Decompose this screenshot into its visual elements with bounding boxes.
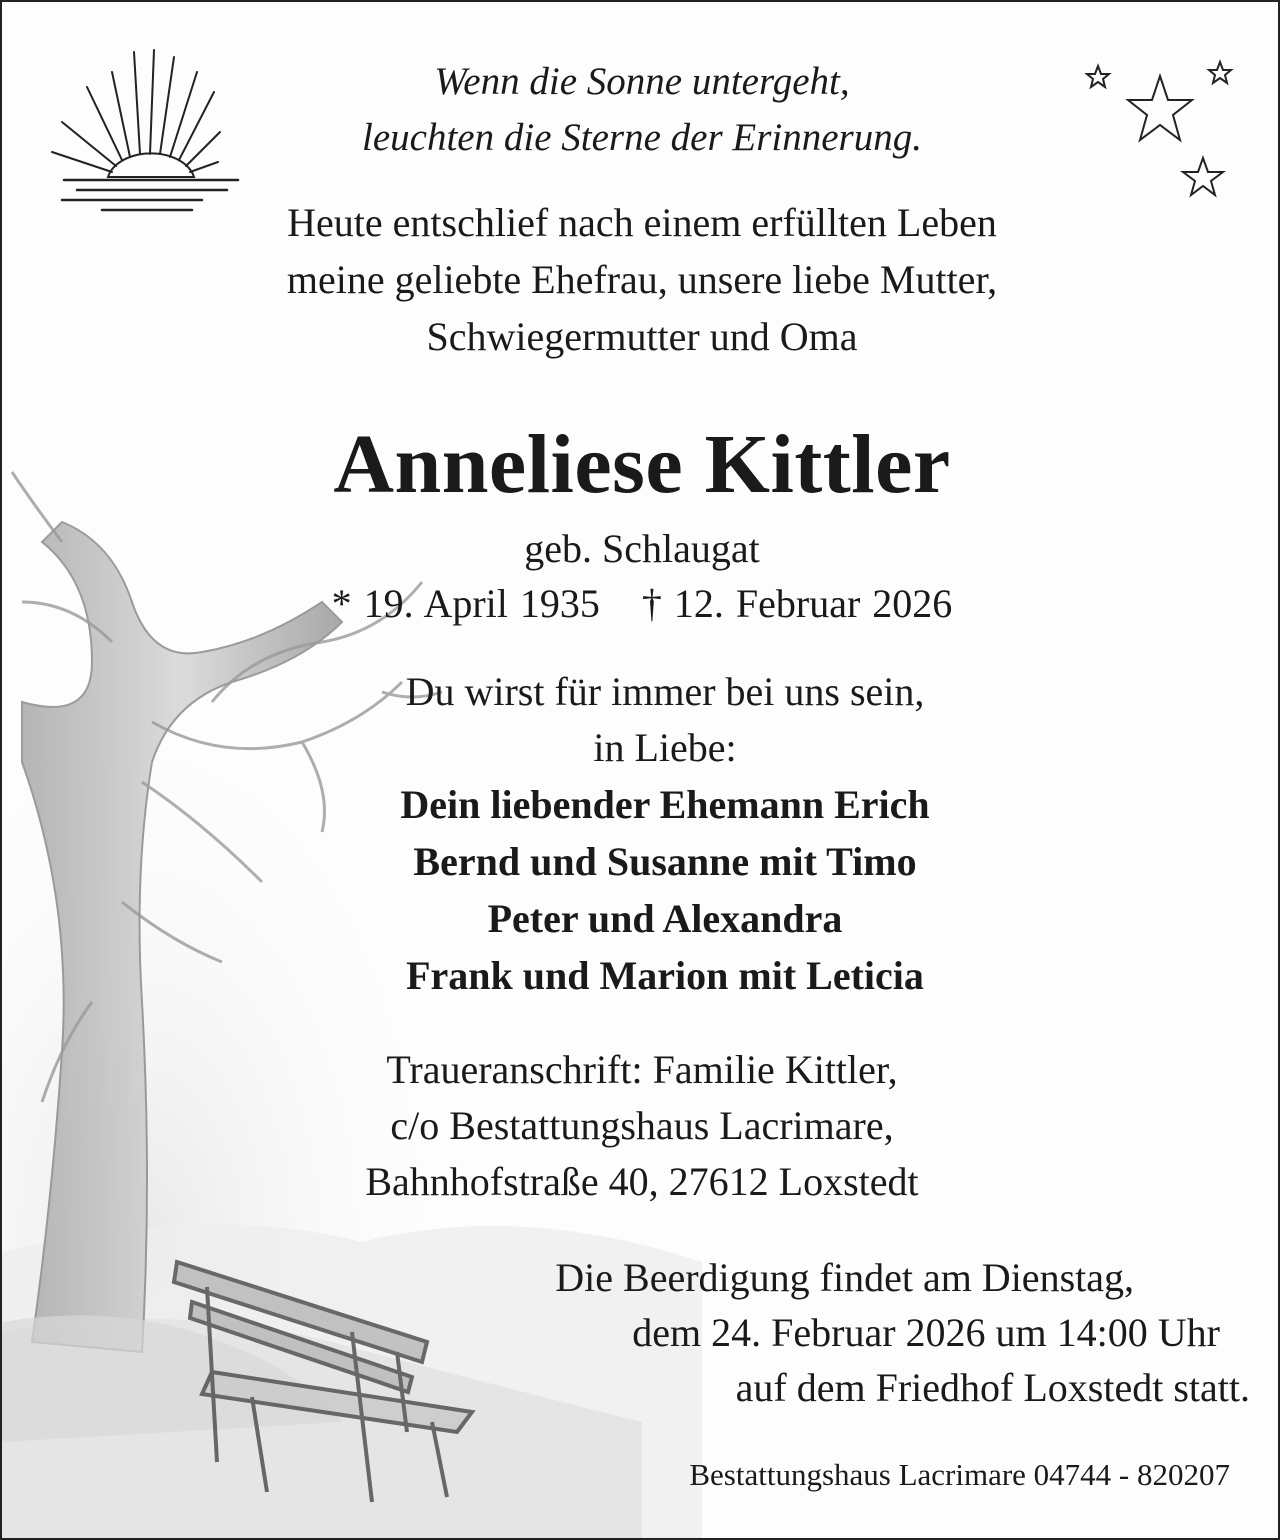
announcement-intro (142, 194, 1142, 365)
burial-line: auf dem Friedhof Loxstedt statt. (735, 1365, 1250, 1410)
mourner: Bernd und Susanne mit Timo (413, 839, 917, 884)
condolence-address (242, 1042, 1042, 1210)
mourner: Peter und Alexandra (487, 896, 843, 941)
intro-line: meine geliebte Ehefrau, unsere liebe Mutter, (286, 257, 998, 302)
intro-line: Schwiegermutter und Oma (426, 314, 858, 359)
farewell-line: Du wirst für immer bei uns sein, (405, 669, 925, 714)
mourners-list (265, 776, 1065, 1004)
burial-info (555, 1250, 1250, 1415)
intro-line: Heute entschlief nach einem erfüllten Leben (287, 200, 997, 245)
funeral-home-contact: Bestattungshaus Lacrimare 04744 - 820207 (689, 1457, 1230, 1492)
burial-line: dem 24. Februar 2026 um 14:00 Uhr (632, 1310, 1220, 1355)
address-line: Bahnhofstraße 40, 27612 Loxstedt (365, 1159, 919, 1204)
farewell-text (265, 664, 1065, 776)
farewell-line: in Liebe: (593, 725, 737, 770)
mourner: Dein liebender Ehemann Erich (400, 782, 930, 827)
deceased-name: Anneliese Kittler (333, 418, 951, 511)
death-date: † 12. Februar 2026 (641, 581, 953, 626)
birth-name: geb. Schlaugat (524, 526, 760, 571)
burial-line: Die Beerdigung findet am Dienstag, (555, 1255, 1134, 1300)
address-line: Traueranschrift: Familie Kittler, (386, 1047, 898, 1092)
motto-line: Wenn die Sonne untergeht, (434, 60, 850, 103)
birth-date: * 19. April 1935 (331, 581, 600, 626)
mourner: Frank und Marion mit Leticia (406, 953, 924, 998)
life-dates (142, 576, 1142, 632)
address-line: c/o Bestattungshaus Lacrimare, (390, 1103, 894, 1148)
motto (242, 54, 1042, 166)
motto-line: leuchten die Sterne der Erinnerung. (362, 116, 922, 159)
